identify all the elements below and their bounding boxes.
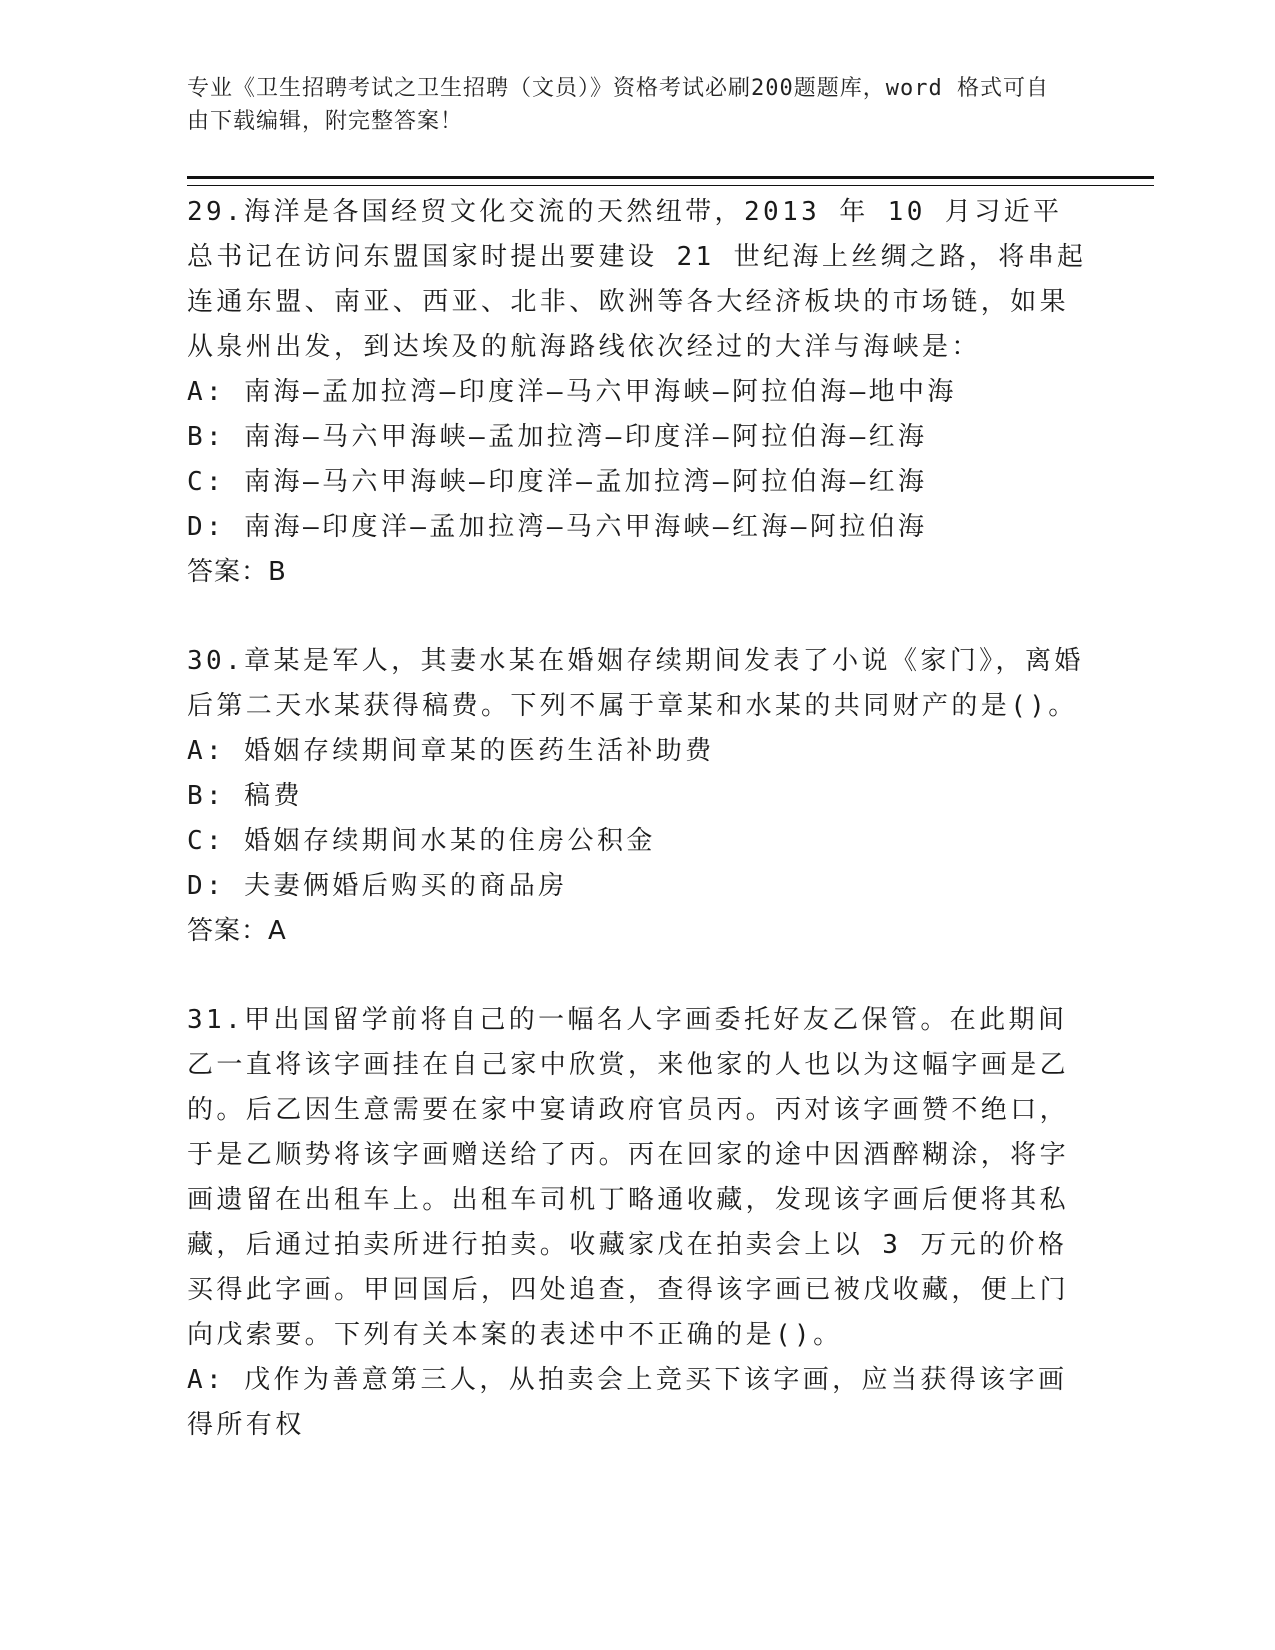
header-divider <box>187 176 1154 186</box>
question-31 <box>187 998 1087 1448</box>
option-a: A: 南海—孟加拉湾—印度洋—马六甲海峡—阿拉伯海—地中海 <box>187 377 957 407</box>
question-list <box>187 190 1087 1448</box>
page-header: 专业《卫生招聘考试之卫生招聘（文员）》资格考试必刷200题题库，word 格式可自由下载编辑，附完整答案！ <box>187 76 1049 134</box>
question-30 <box>187 639 1087 954</box>
option-b: B: 南海—马六甲海峡—孟加拉湾—印度洋—阿拉伯海—红海 <box>187 422 928 452</box>
option-c: C: 婚姻存续期间水某的住房公积金 <box>187 826 656 856</box>
question-stem: 31.甲出国留学前将自己的一幅名人字画委托好友乙保管。在此期间乙一直将该字画挂在自己家中欣赏，来他家的人也以为这幅字画是乙的。后乙因生意需要在家中宴请政府官员丙。丙对该字画赞不绝口，于是乙顺势将该字画赠送给了丙。丙在回家的途中因酒醉糊涂，将字画遗留在出租车上。出租车司机丁略通收藏，发现该字画后便将其私藏，后通过拍卖所进行拍卖。收藏家戊在拍卖会上以 3 万元的价格买得此字画。甲回国后，四处追查，查得该字画已被戊收藏，便上门向戊索要。下列有关本案的表述中不正确的是()。 <box>187 1005 1070 1350</box>
question-29 <box>187 190 1087 595</box>
option-b: B: 稿费 <box>187 781 303 811</box>
answer-line: 答案：B <box>187 557 287 587</box>
question-stem: 30.章某是军人，其妻水某在婚姻存续期间发表了小说《家门》，离婚后第二天水某获得稿费。下列不属于章某和水某的共同财产的是()。 <box>187 646 1084 721</box>
question-spacer <box>187 954 1087 998</box>
option-d: D: 夫妻俩婚后购买的商品房 <box>187 871 568 901</box>
answer-line: 答案：A <box>187 916 287 946</box>
option-a: A: 戊作为善意第三人，从拍卖会上竞买下该字画，应当获得该字画得所有权 <box>187 1365 1068 1440</box>
question-stem: 29.海洋是各国经贸文化交流的天然纽带，2013 年 10 月习近平总书记在访问东盟国家时提出要建设 21 世纪海上丝绸之路，将串起连通东盟、南亚、西亚、北非、欧洲等各大经济板块的市场链，如果从泉州出发，到达埃及的航海路线依次经过的大洋与海峡是： <box>187 197 1087 362</box>
option-d: D: 南海—印度洋—孟加拉湾—马六甲海峡—红海—阿拉伯海 <box>187 512 928 542</box>
option-c: C: 南海—马六甲海峡—印度洋—孟加拉湾—阿拉伯海—红海 <box>187 467 928 497</box>
option-a: A: 婚姻存续期间章某的医药生活补助费 <box>187 736 715 766</box>
question-spacer <box>187 595 1087 639</box>
